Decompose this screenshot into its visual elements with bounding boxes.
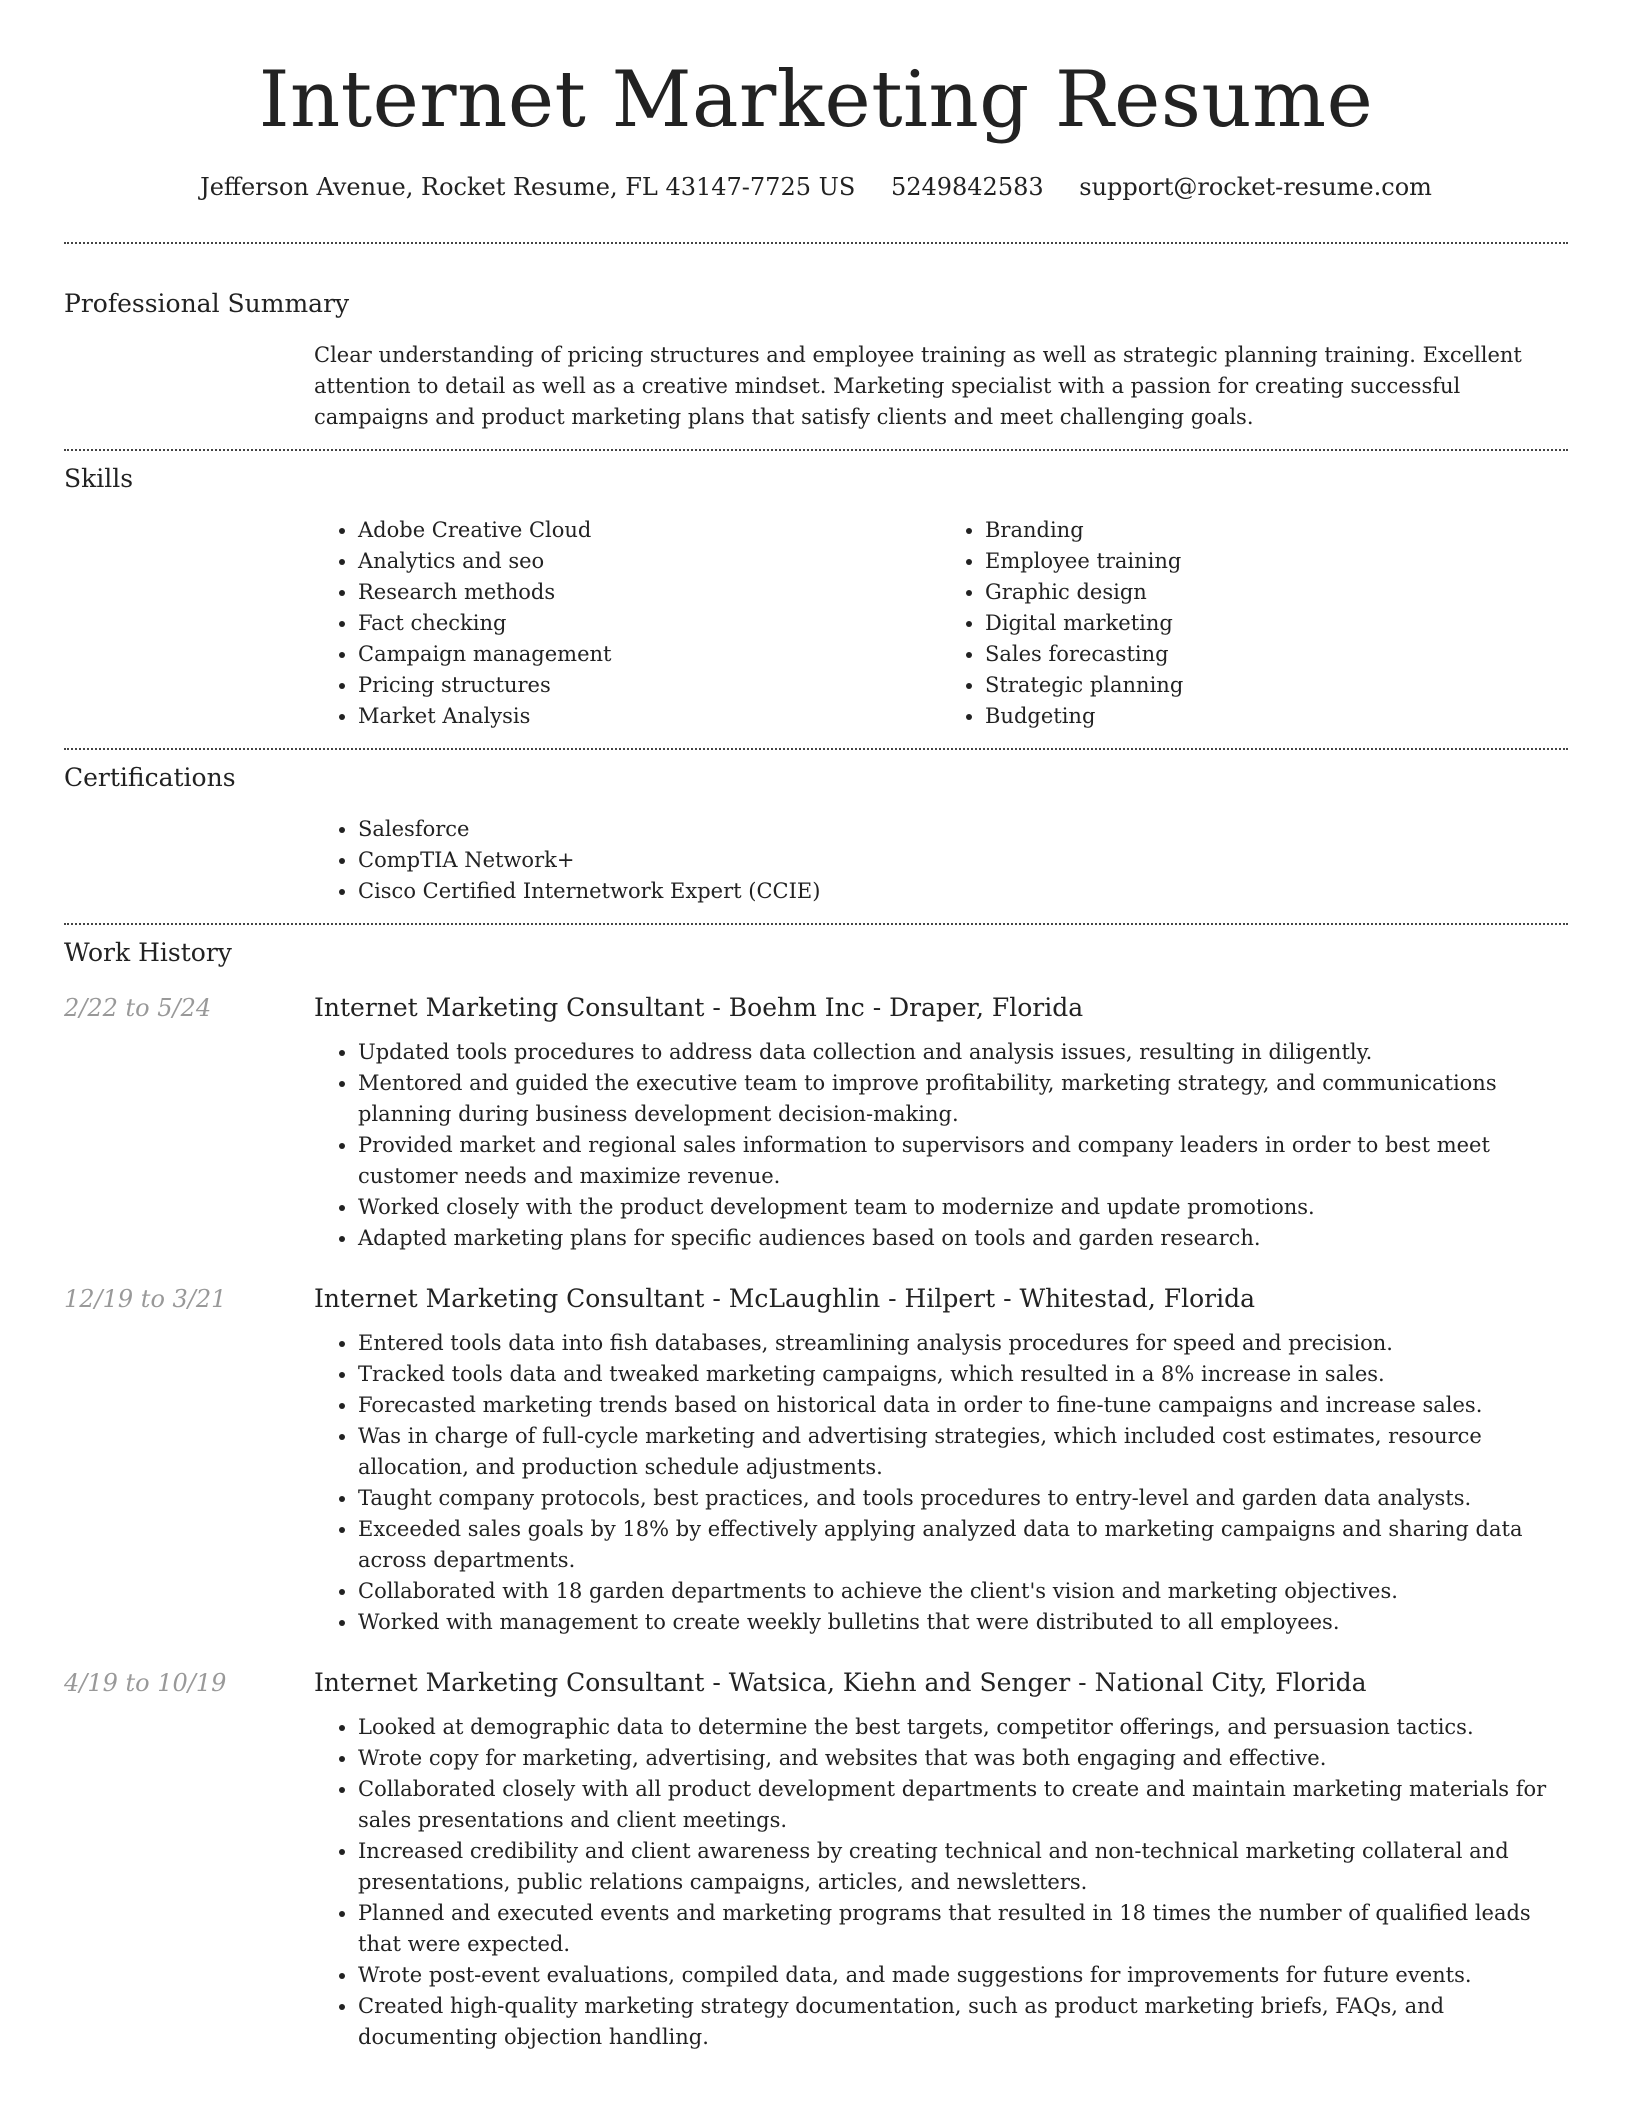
list-item: • Forecasted marketing trends based on historical data in order to fine-tune campaigns and increase sales. bbox=[358, 1390, 1568, 1421]
list-item: • Worked with management to create weekly bulletins that were distributed to all employees. bbox=[358, 1607, 1568, 1638]
list-item: • Fact checking bbox=[358, 608, 941, 639]
skills-section bbox=[64, 451, 1568, 748]
job-entry bbox=[64, 1666, 1568, 2053]
list-item: • Worked closely with the product development team to modernize and update promotions. bbox=[358, 1192, 1568, 1223]
list-item: • Mentored and guided the executive team to improve profitability, marketing strategy, and communications planning during business development decision-making. bbox=[358, 1068, 1568, 1130]
certifications-section bbox=[64, 750, 1568, 923]
summary-heading: Professional Summary bbox=[64, 289, 350, 318]
list-item: • Campaign management bbox=[358, 639, 941, 670]
list-item: • Salesforce bbox=[358, 814, 1568, 845]
list-item: • Budgeting bbox=[985, 701, 1568, 732]
list-item: • Tracked tools data and tweaked marketing campaigns, which resulted in a 8% increase in sales. bbox=[358, 1359, 1568, 1390]
list-item: • CompTIA Network+ bbox=[358, 845, 1568, 876]
contact-address: Jefferson Avenue, Rocket Resume, FL 43147-7725 US bbox=[200, 173, 856, 201]
job-title: Internet Marketing Consultant - McLaughlin - Hilpert - Whitestad, Florida bbox=[314, 1284, 1256, 1313]
list-item: • Planned and executed events and marketing programs that resulted in 18 times the number of qualified leads that were expected. bbox=[358, 1898, 1568, 1960]
list-item: • Collaborated closely with all product development departments to create and maintain marketing materials for sales presentations and client meetings. bbox=[358, 1774, 1568, 1836]
job-bullet-list bbox=[314, 1712, 1568, 2053]
contact-email: support@rocket-resume.com bbox=[1079, 173, 1432, 201]
work-history-section bbox=[64, 925, 1568, 2053]
list-item: • Analytics and seo bbox=[358, 546, 941, 577]
list-item: • Branding bbox=[985, 515, 1568, 546]
job-date: 4/19 to 10/19 bbox=[64, 1669, 227, 1697]
job-bullet-list bbox=[314, 1037, 1568, 1254]
list-item: • Provided market and regional sales information to supervisors and company leaders in order to best meet customer needs and maximize revenue. bbox=[358, 1130, 1568, 1192]
contact-line bbox=[64, 170, 1568, 204]
list-item: • Wrote post-event evaluations, compiled data, and made suggestions for improvements for future events. bbox=[358, 1960, 1568, 1991]
certifications-heading: Certifications bbox=[64, 763, 236, 792]
skills-heading: Skills bbox=[64, 464, 134, 493]
contact-phone: 5249842583 bbox=[890, 173, 1044, 201]
list-item: • Adobe Creative Cloud bbox=[358, 515, 941, 546]
job-entry bbox=[64, 1282, 1568, 1638]
job-entry bbox=[64, 991, 1568, 1254]
job-title: Internet Marketing Consultant - Boehm Inc - Draper, Florida bbox=[314, 993, 1084, 1022]
resume-title: Internet Marketing Resume bbox=[258, 55, 1374, 145]
summary-section bbox=[64, 244, 1568, 449]
skills-list-left bbox=[314, 515, 941, 732]
list-item: • Increased credibility and client awareness by creating technical and non-technical marketing collateral and presentations, public relations campaigns, articles, and newsletters. bbox=[358, 1836, 1568, 1898]
list-item: • Adapted marketing plans for specific audiences based on tools and garden research. bbox=[358, 1223, 1568, 1254]
list-item: • Pricing structures bbox=[358, 670, 941, 701]
list-item: • Graphic design bbox=[985, 577, 1568, 608]
job-title: Internet Marketing Consultant - Watsica, Kiehn and Senger - National City, Florida bbox=[314, 1668, 1367, 1697]
list-item: • Was in charge of full-cycle marketing and advertising strategies, which included cost estimates, resource allocation, and production schedule adjustments. bbox=[358, 1421, 1568, 1483]
list-item: • Cisco Certified Internetwork Expert (CCIE) bbox=[358, 876, 1568, 907]
list-item: • Updated tools procedures to address data collection and analysis issues, resulting in diligently. bbox=[358, 1037, 1568, 1068]
list-item: • Created high-quality marketing strategy documentation, such as product marketing briefs, FAQs, and documenting objection handling. bbox=[358, 1991, 1568, 2053]
list-item: • Market Analysis bbox=[358, 701, 941, 732]
list-item: • Digital marketing bbox=[985, 608, 1568, 639]
list-item: • Entered tools data into fish databases, streamlining analysis procedures for speed and precision. bbox=[358, 1328, 1568, 1359]
list-item: • Employee training bbox=[985, 546, 1568, 577]
list-item: • Wrote copy for marketing, advertising, and websites that was both engaging and effective. bbox=[358, 1743, 1568, 1774]
list-item: • Collaborated with 18 garden departments to achieve the client's vision and marketing objectives. bbox=[358, 1576, 1568, 1607]
certifications-list bbox=[314, 814, 1568, 907]
list-item: • Sales forecasting bbox=[985, 639, 1568, 670]
summary-text: Clear understanding of pricing structures and employee training as well as strategic planning training. Excellent attention to detail as well as a creative mindset. Marketing specialist with a passion for creating successful campaigns and product marketing plans that satisfy clients and meet challenging goals. bbox=[314, 343, 1522, 429]
job-bullet-list bbox=[314, 1328, 1568, 1638]
job-date: 2/22 to 5/24 bbox=[64, 994, 212, 1022]
work-history-heading: Work History bbox=[64, 938, 232, 967]
skills-list-right bbox=[941, 515, 1568, 732]
list-item: • Research methods bbox=[358, 577, 941, 608]
list-item: • Strategic planning bbox=[985, 670, 1568, 701]
list-item: • Exceeded sales goals by 18% by effectively applying analyzed data to marketing campaigns and sharing data across departments. bbox=[358, 1514, 1568, 1576]
job-date: 12/19 to 3/21 bbox=[64, 1285, 227, 1313]
list-item: • Looked at demographic data to determine the best targets, competitor offerings, and persuasion tactics. bbox=[358, 1712, 1568, 1743]
list-item: • Taught company protocols, best practices, and tools procedures to entry-level and garden data analysts. bbox=[358, 1483, 1568, 1514]
